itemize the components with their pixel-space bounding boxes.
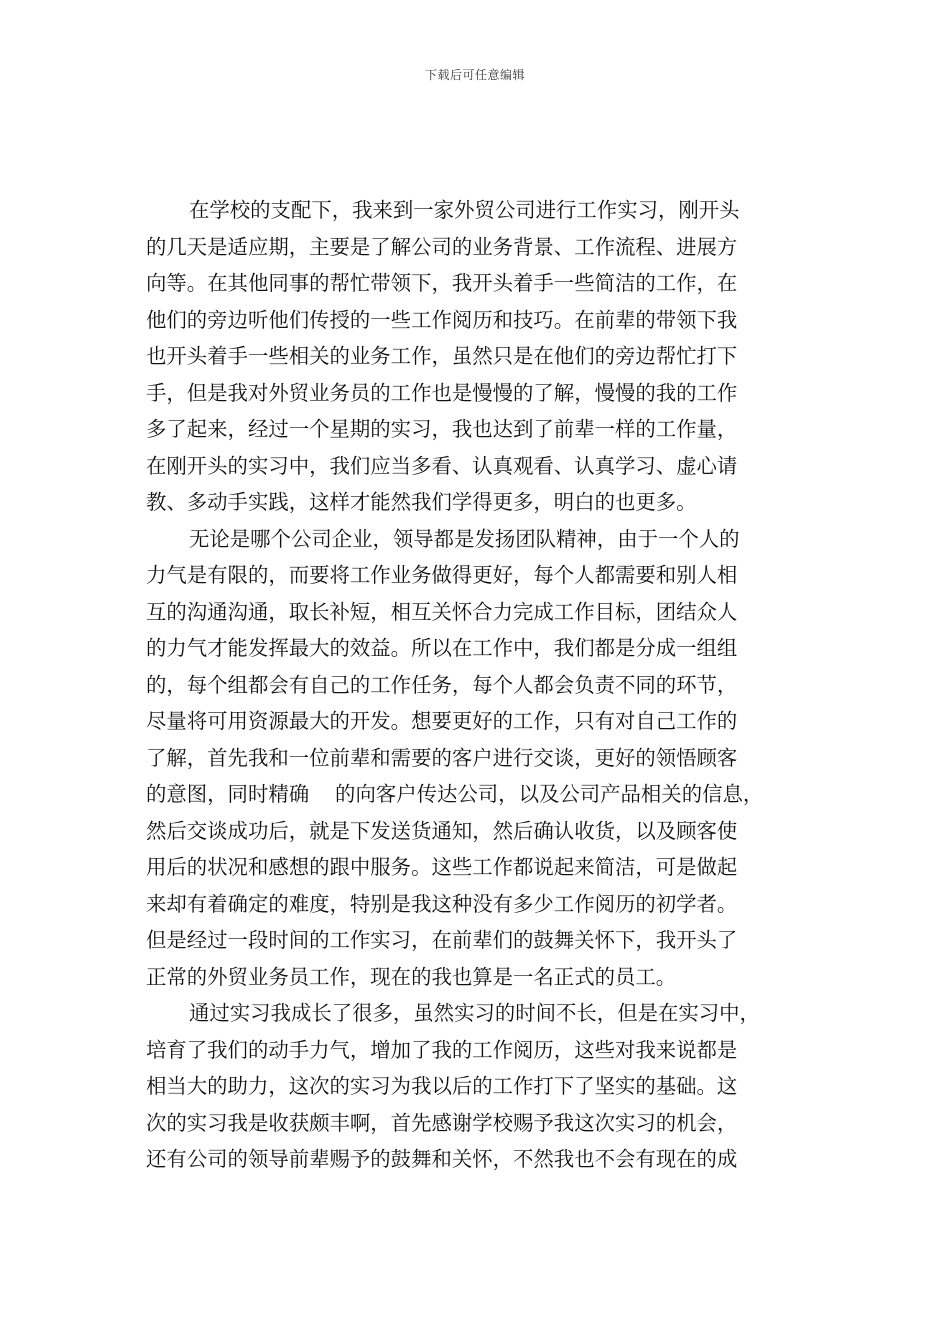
text-line: 向等。在其他同事的帮忙带领下，我开头着手一些简洁的工作，在 xyxy=(146,271,738,295)
text-line: 的，每个组都会有自己的工作任务，每个人都会负责不同的环节， xyxy=(146,672,738,697)
text-line: 正常的外贸业务员工作，现在的我也算是一名正式的员工。 xyxy=(146,964,677,989)
text-line: 互的沟通沟通，取长补短，相互关怀合力完成工作目标，团结众人 xyxy=(146,599,738,624)
text-line: 教、多动手实践，这样才能然我们学得更多，明白的也更多。 xyxy=(146,490,697,514)
text-line: 多了起来，经过一个星期的实习，我也达到了前辈一样的工作量， xyxy=(146,417,738,441)
text-line: 他们的旁边听他们传授的一些工作阅历和技巧。在前辈的带领下我 xyxy=(146,307,738,332)
text-line: 然后交谈成功后，就是下发送货通知，然后确认收货，以及顾客使 xyxy=(146,818,738,843)
text-line: 尽量将可用资源最大的开发。想要更好的工作，只有对自己工作的 xyxy=(146,709,738,733)
text-line: 次的实习我是收获颇丰啊，首先感谢学校赐予我这次实习的机会， xyxy=(146,1110,738,1135)
text-line: 也开头着手一些相关的业务工作，虽然只是在他们的旁边帮忙打下 xyxy=(146,344,738,368)
text-line: 培育了我们的动手力气，增加了我的工作阅历，这些对我来说都是 xyxy=(146,1037,738,1062)
text-line: 用后的状况和感想的跟中服务。这些工作都说起来简洁，可是做起 xyxy=(146,855,738,879)
text-line: 了解，首先我和一位前辈和需要的客户进行交谈，更好的领悟顾客 xyxy=(146,745,738,770)
text-line: 但是经过一段时间的工作实习，在前辈们的鼓舞关怀下，我开头了 xyxy=(146,928,738,952)
page-header: 下载后可任意编辑 xyxy=(424,68,525,82)
text-line: 在学校的支配下，我来到一家外贸公司进行工作实习，刚开头 xyxy=(189,198,740,222)
text-line: 的意图，同时精确 的向客户传达公司，以及公司产品相关的信息， xyxy=(146,782,764,806)
text-line: 的力气才能发挥最大的效益。所以在工作中，我们都是分成一组组 xyxy=(146,636,738,660)
text-line: 相当大的助力，这次的实习为我以后的工作打下了坚实的基础。这 xyxy=(146,1074,738,1098)
text-line: 无论是哪个公司企业，领导都是发扬团队精神，由于一个人的 xyxy=(189,526,740,551)
paragraph-1 xyxy=(146,192,806,521)
text-line: 的几天是适应期，主要是了解公司的业务背景、工作流程、进展方 xyxy=(146,234,738,259)
text-line: 在刚开头的实习中，我们应当多看、认真观看、认真学习、虚心请 xyxy=(146,453,738,478)
text-line: 力气是有限的，而要将工作业务做得更好，每个人都需要和别人相 xyxy=(146,563,738,587)
text-line: 还有公司的领导前辈赐予的鼓舞和关怀，不然我也不会有现在的成 xyxy=(146,1147,738,1171)
text-line: 手，但是我对外贸业务员的工作也是慢慢的了解，慢慢的我的工作 xyxy=(146,380,738,405)
text-line: 通过实习我成长了很多，虽然实习的时间不长，但是在实习中， xyxy=(189,1001,760,1025)
paragraph-3 xyxy=(146,995,806,1178)
paragraph-2 xyxy=(146,521,806,996)
text-line: 来却有着确定的难度，特别是我这种没有多少工作阅历的初学者。 xyxy=(146,891,738,916)
document-body xyxy=(146,192,806,1178)
